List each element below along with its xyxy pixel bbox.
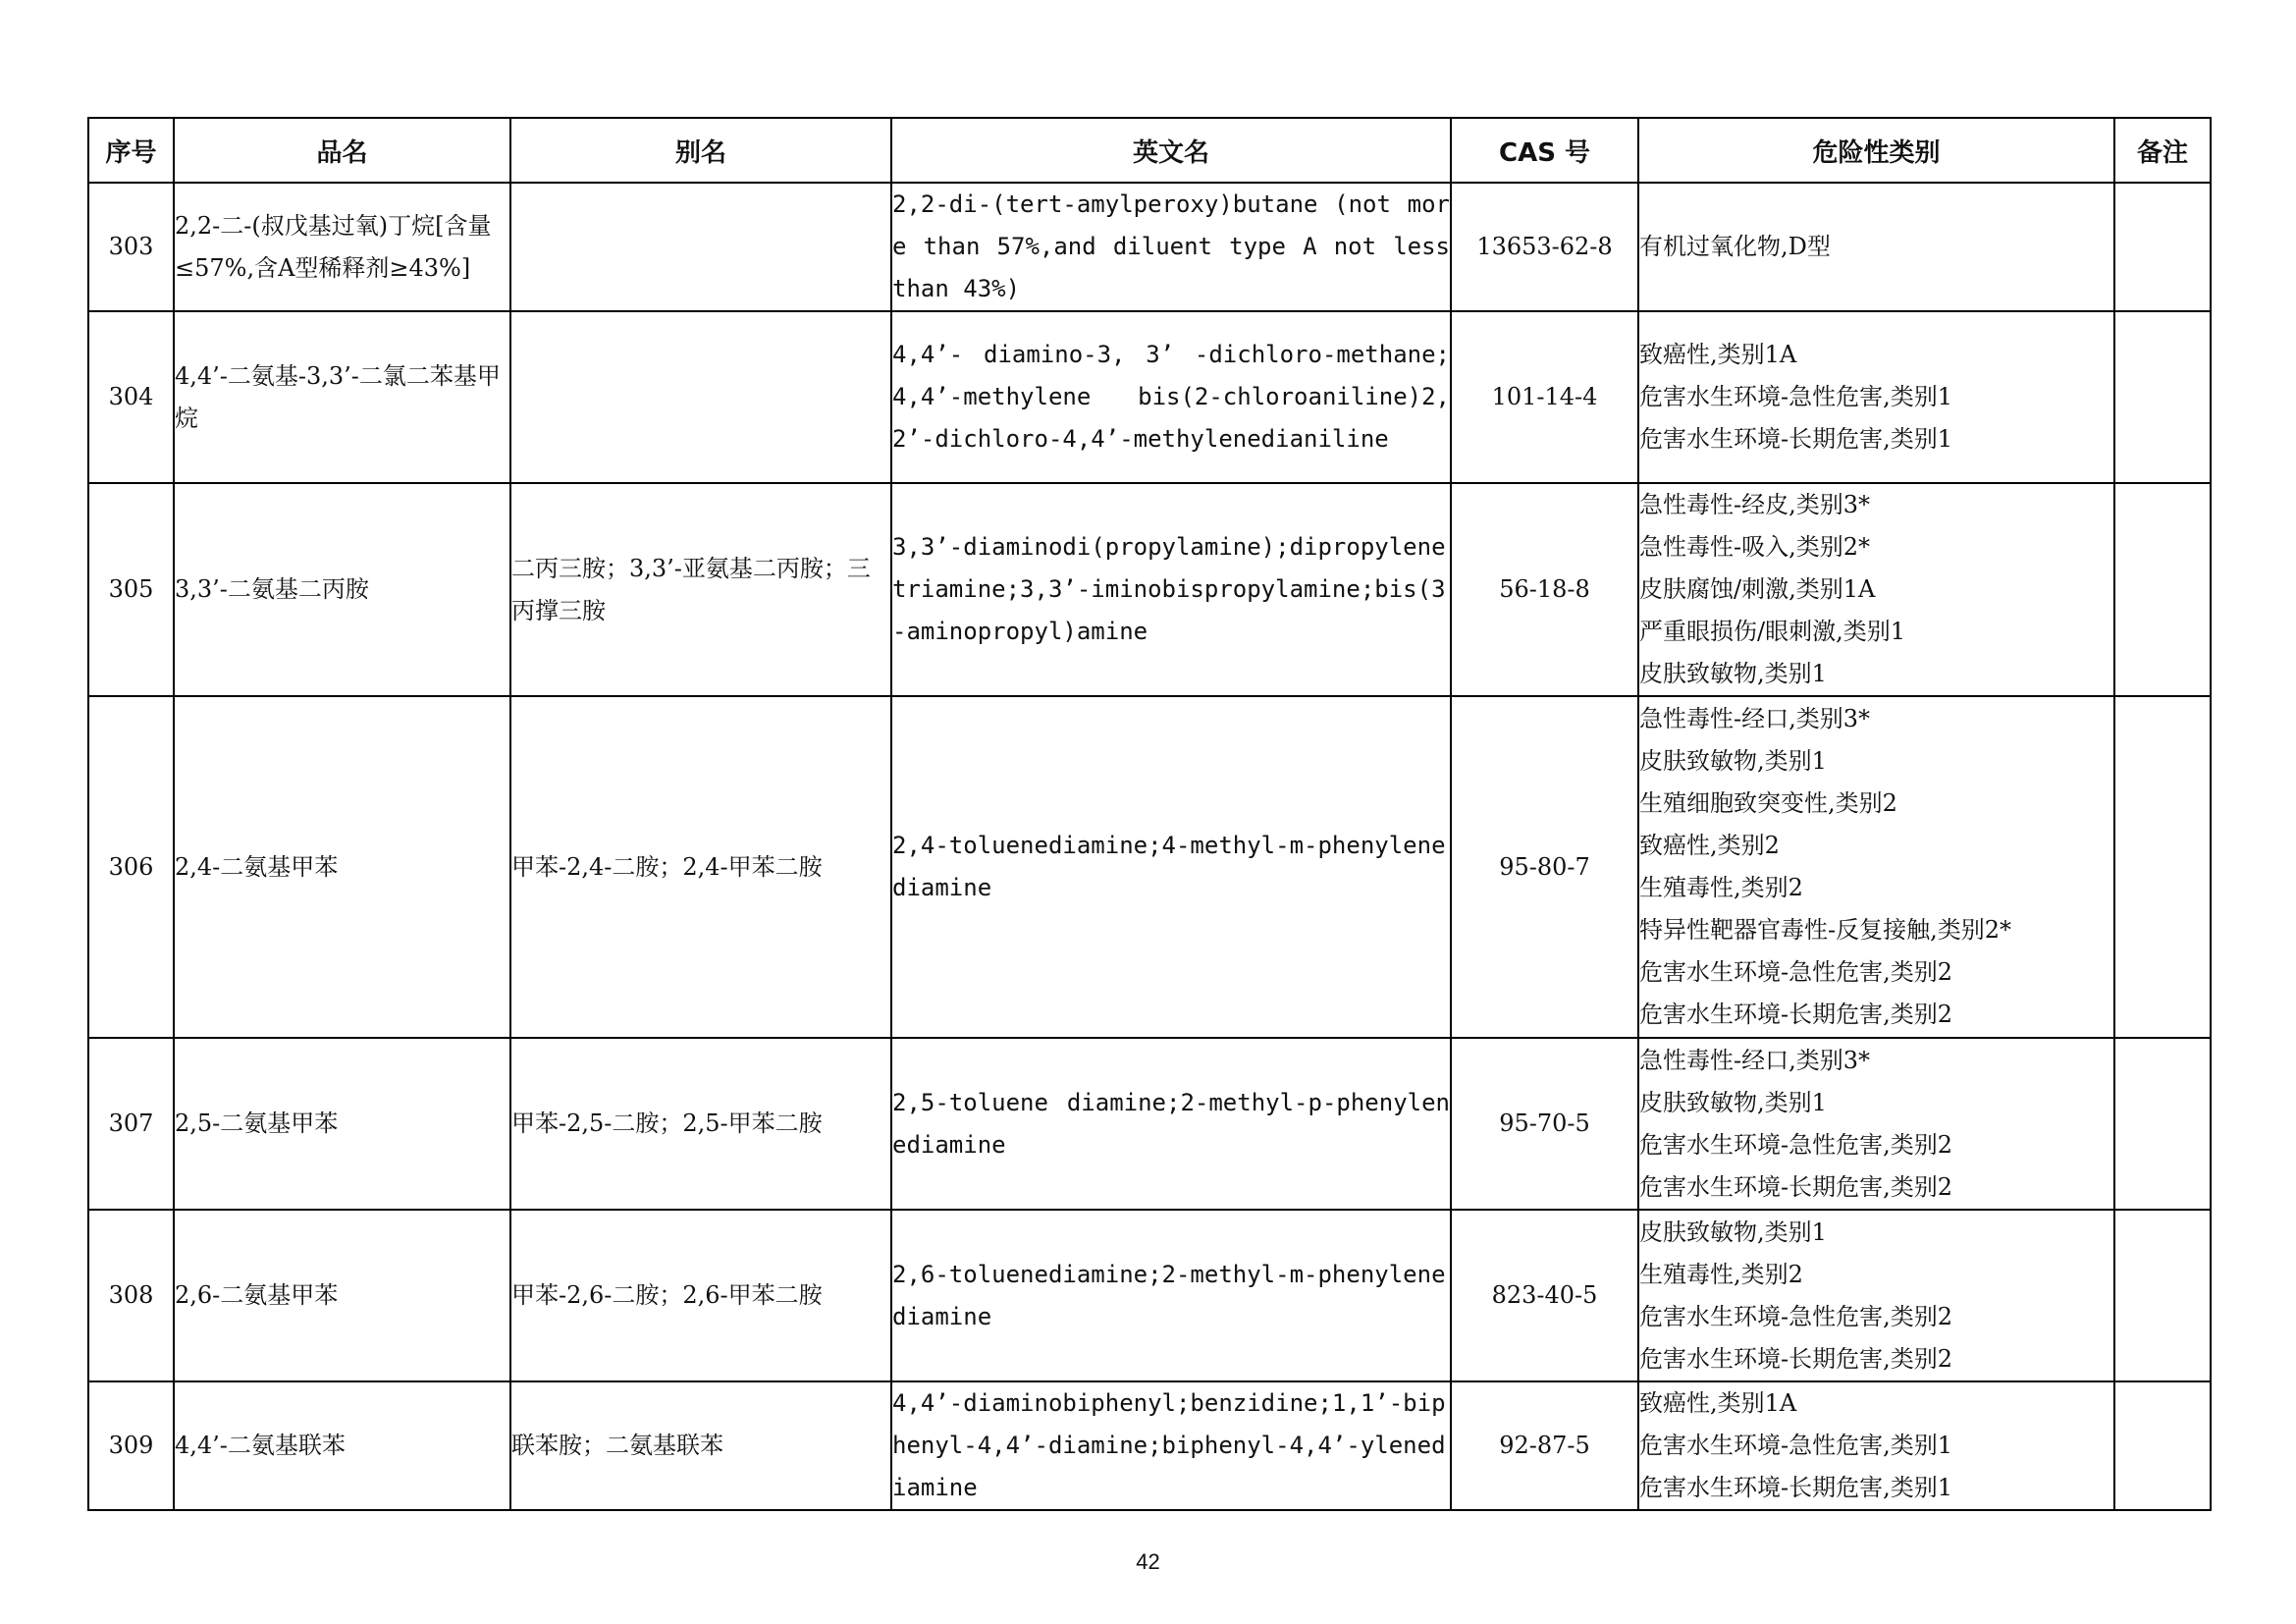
table-row	[88, 1381, 2211, 1510]
hazard-item: 生殖细胞致突变性,类别2	[1639, 789, 1897, 817]
cell-name: 2,4-二氨基甲苯	[174, 696, 510, 1038]
table-body	[88, 183, 2211, 1510]
cell-hazard	[1638, 1038, 2114, 1210]
cell-cas: 92-87-5	[1451, 1381, 1638, 1510]
hazard-item: 皮肤致敏物,类别1	[1639, 747, 1827, 775]
cell-name: 2,2-二-(叔戊基过氧)丁烷[含量≤57%,含A型稀释剂≥43%]	[174, 183, 510, 311]
header-remark: 备注	[2114, 118, 2211, 183]
cell-alias: 甲苯-2,6-二胺；2,6-甲苯二胺	[510, 1210, 891, 1381]
cell-seq: 305	[88, 483, 174, 696]
hazard-item: 生殖毒性,类别2	[1639, 874, 1803, 901]
cell-name: 2,6-二氨基甲苯	[174, 1210, 510, 1381]
cell-remark	[2114, 183, 2211, 311]
header-name: 品名	[174, 118, 510, 183]
cell-seq: 308	[88, 1210, 174, 1381]
header-seq: 序号	[88, 118, 174, 183]
table-header-row	[88, 118, 2211, 183]
cell-hazard	[1638, 311, 2114, 483]
hazard-item: 严重眼损伤/眼刺激,类别1	[1639, 618, 1905, 645]
header-english: 英文名	[891, 118, 1451, 183]
cell-alias: 二丙三胺；3,3’-亚氨基二丙胺；三丙撑三胺	[510, 483, 891, 696]
cell-remark	[2114, 311, 2211, 483]
hazard-item: 危害水生环境-急性危害,类别1	[1639, 1432, 1953, 1459]
header-hazard: 危险性类别	[1638, 118, 2114, 183]
chemical-table	[87, 117, 2212, 1511]
cell-name: 4,4’-二氨基联苯	[174, 1381, 510, 1510]
hazard-item: 危害水生环境-急性危害,类别2	[1639, 1302, 1953, 1330]
cell-cas: 95-70-5	[1451, 1038, 1638, 1210]
hazard-item: 特异性靶器官毒性-反复接触,类别2*	[1639, 916, 2012, 944]
cell-seq: 306	[88, 696, 174, 1038]
cell-english: 2,2-di-(tert-amylperoxy)butane (not more than 57%,and diluent type A not less than 43%)	[891, 183, 1451, 311]
cell-seq: 303	[88, 183, 174, 311]
hazard-item: 危害水生环境-长期危害,类别2	[1639, 1172, 1953, 1201]
hazard-item: 危害水生环境-长期危害,类别2	[1639, 1001, 1953, 1028]
hazard-item: 急性毒性-经口,类别3*	[1639, 1046, 1871, 1074]
hazard-item: 危害水生环境-长期危害,类别2	[1639, 1344, 1953, 1373]
hazard-item: 致癌性,类别1A	[1639, 341, 1797, 368]
cell-english: 3,3’-diaminodi(propylamine);dipropylenetriamine;3,3’-iminobispropylamine;bis(3-aminopropyl)amine	[891, 483, 1451, 696]
table-row	[88, 696, 2211, 1038]
table-row	[88, 1038, 2211, 1210]
cell-remark	[2114, 1381, 2211, 1510]
hazard-item: 急性毒性-吸入,类别2*	[1639, 533, 1871, 561]
hazard-item: 急性毒性-经皮,类别3*	[1639, 491, 1871, 518]
hazard-item: 有机过氧化物,D型	[1639, 233, 1831, 260]
table-row	[88, 183, 2211, 311]
cell-english: 4,4’- diamino-3, 3’ -dichloro-methane;4,4’-methylene bis(2-chloroaniline)2,2’-dichloro-4,4’-methylenedianiline	[891, 311, 1451, 483]
cell-remark	[2114, 696, 2211, 1038]
hazard-item: 生殖毒性,类别2	[1639, 1260, 1803, 1288]
page-number: 42	[1136, 1549, 1160, 1574]
cell-seq: 309	[88, 1381, 174, 1510]
hazard-item: 皮肤致敏物,类别1	[1639, 1088, 1827, 1116]
hazard-item: 致癌性,类别2	[1639, 832, 1780, 859]
cell-alias: 联苯胺；二氨基联苯	[510, 1381, 891, 1510]
cell-seq: 304	[88, 311, 174, 483]
cell-cas: 823-40-5	[1451, 1210, 1638, 1381]
cell-cas: 101-14-4	[1451, 311, 1638, 483]
hazard-item: 危害水生环境-长期危害,类别1	[1639, 425, 1953, 453]
cell-hazard	[1638, 696, 2114, 1038]
hazard-item: 危害水生环境-急性危害,类别1	[1639, 383, 1953, 410]
cell-alias	[510, 183, 891, 311]
cell-english: 2,4-toluenediamine;4-methyl-m-phenylenediamine	[891, 696, 1451, 1038]
header-cas: CAS 号	[1451, 118, 1638, 183]
cell-english: 4,4’-diaminobiphenyl;benzidine;1,1’-biphenyl-4,4’-diamine;biphenyl-4,4’-ylenediamine	[891, 1381, 1451, 1510]
cell-remark	[2114, 483, 2211, 696]
cell-english: 2,5-toluene diamine;2-methyl-p-phenylenediamine	[891, 1038, 1451, 1210]
cell-cas: 13653-62-8	[1451, 183, 1638, 311]
cell-name: 3,3’-二氨基二丙胺	[174, 483, 510, 696]
header-alias: 别名	[510, 118, 891, 183]
hazard-item: 致癌性,类别1A	[1639, 1389, 1797, 1417]
table-row	[88, 311, 2211, 483]
table-row	[88, 483, 2211, 696]
cell-hazard	[1638, 1210, 2114, 1381]
hazard-item: 急性毒性-经口,类别3*	[1639, 705, 1871, 732]
cell-name: 2,5-二氨基甲苯	[174, 1038, 510, 1210]
cell-remark	[2114, 1210, 2211, 1381]
cell-hazard	[1638, 183, 2114, 311]
hazard-item: 皮肤腐蚀/刺激,类别1A	[1639, 575, 1876, 603]
cell-cas: 56-18-8	[1451, 483, 1638, 696]
cell-hazard	[1638, 1381, 2114, 1510]
cell-cas: 95-80-7	[1451, 696, 1638, 1038]
cell-alias: 甲苯-2,5-二胺；2,5-甲苯二胺	[510, 1038, 891, 1210]
hazard-item: 危害水生环境-急性危害,类别2	[1639, 958, 1953, 986]
table-row	[88, 1210, 2211, 1381]
hazard-item: 危害水生环境-急性危害,类别2	[1639, 1130, 1953, 1159]
cell-hazard	[1638, 483, 2114, 696]
cell-seq: 307	[88, 1038, 174, 1210]
cell-remark	[2114, 1038, 2211, 1210]
cell-alias: 甲苯-2,4-二胺；2,4-甲苯二胺	[510, 696, 891, 1038]
hazard-item: 皮肤致敏物,类别1	[1639, 1218, 1827, 1246]
cell-name: 4,4’-二氨基-3,3’-二氯二苯基甲烷	[174, 311, 510, 483]
cell-english: 2,6-toluenediamine;2-methyl-m-phenylenediamine	[891, 1210, 1451, 1381]
cell-alias	[510, 311, 891, 483]
hazard-item: 皮肤致敏物,类别1	[1639, 660, 1827, 687]
hazard-item: 危害水生环境-长期危害,类别1	[1639, 1474, 1953, 1501]
